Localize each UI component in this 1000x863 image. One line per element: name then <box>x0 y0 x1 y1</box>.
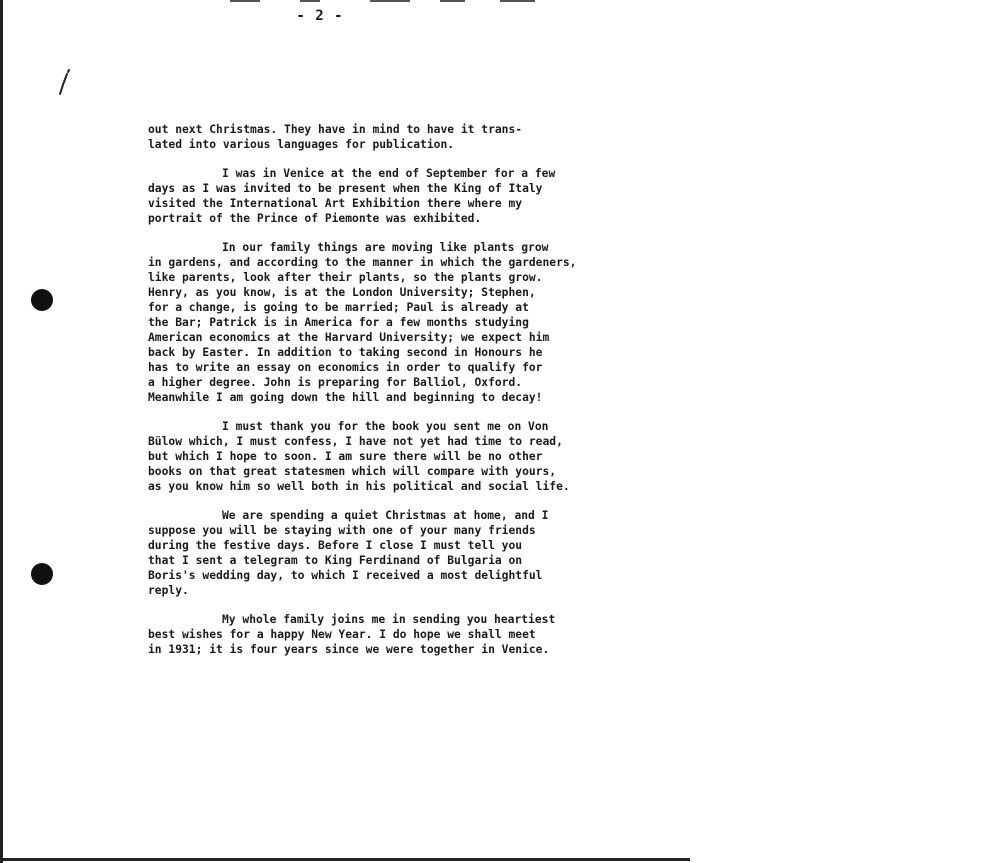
scan-mark <box>230 0 260 2</box>
page-bottom-edge <box>0 858 690 861</box>
scan-mark <box>500 0 535 2</box>
page-left-edge <box>0 0 3 863</box>
punch-hole <box>31 563 53 585</box>
paragraph: I must thank you for the book you sent me on Von Bülow which, I must confess, I have not yet had time to read, but which I hope to soon. I am sure there will be no other books on that great statesmen which will compare with yours, as you know him so well both in his political and social life. <box>148 420 570 493</box>
paragraph: In our family things are moving like plants grow in gardens, and according to the manner in which the gardeners, like parents, look after their plants, so the plants grow. Henry, as you know, is at the London University; Stephen, for a change, is going to be married; Paul is already at the Bar; Patrick is in America for a few months studying American economics at the Harvard University; we expect him back by Easter. In addition to taking second in Honours he has to write an essay on economics in order to qualify for a higher degree. John is preparing for Balliol, Oxford. Meanwhile I am going down the hill and beginning to decay! <box>148 241 577 404</box>
paragraph: We are spending a quiet Christmas at home, and I suppose you will be staying with one of your many friends during the festive days. Before I close I must tell you that I sent a telegram to King Ferdinand of Bulgaria on Boris's wedding day, to which I received a most delightful reply. <box>148 509 549 597</box>
punch-hole <box>31 289 53 311</box>
paragraph: out next Christmas. They have in mind to have it trans- lated into various languages for publication. <box>148 123 523 151</box>
paragraph: My whole family joins me in sending you heartiest best wishes for a happy New Year. I do hope we shall meet in 1931; it is four years since we were together in Venice. <box>148 613 556 656</box>
pencil-mark-icon <box>55 68 75 98</box>
top-scan-marks <box>0 0 1000 6</box>
scan-mark <box>300 0 320 2</box>
page-number: - 2 - <box>296 8 344 24</box>
scan-mark <box>370 0 410 2</box>
scan-mark <box>440 0 465 2</box>
letter-body <box>148 122 608 671</box>
paragraph: I was in Venice at the end of September for a few days as I was invited to be present when the King of Italy visited the International Art Exhibition there where my portrait of the Prince of Piemonte was exhibited. <box>148 167 556 225</box>
